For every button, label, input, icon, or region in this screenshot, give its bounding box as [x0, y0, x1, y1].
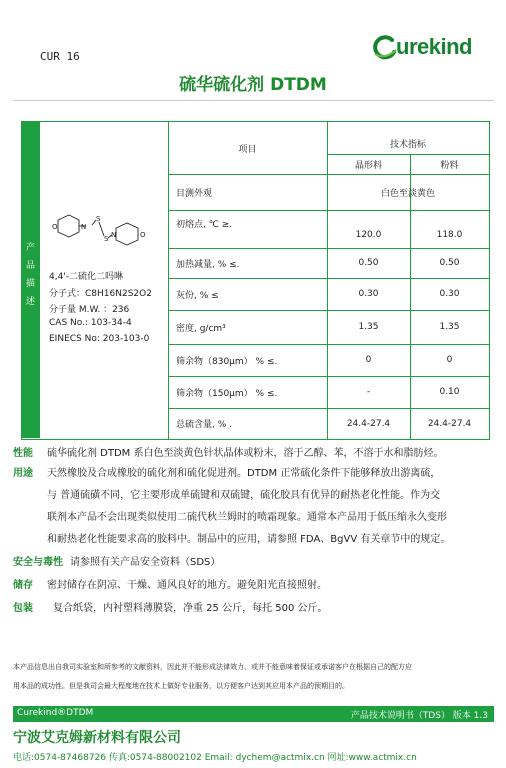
use-line: 和耐热老化性能要求高的胶料中。制品中的应用，请参照 FDA、BgVV 有关章节中的规定。	[47, 534, 451, 545]
product-name: 4,4'-二硫化二吗啉	[49, 272, 124, 282]
cell-sulfur-powder: 24.4-27.4	[427, 418, 472, 429]
dtdm-structure-diagram	[52, 212, 157, 257]
row-label-appearance: 目测外观	[176, 188, 213, 199]
row-label-ash: 灰份, % ≤	[176, 290, 219, 301]
cas-number: CAS No.: 103-34-4	[49, 318, 132, 328]
svg-text:N: N	[81, 223, 87, 231]
cell-sieve-830-powder: 0	[446, 355, 453, 365]
curekind-logo	[372, 34, 472, 60]
logo-text: urekind	[396, 34, 472, 59]
molecular-formula: 分子式：C8H16N2S2O2	[49, 289, 152, 299]
storage-label: 储存	[13, 580, 33, 591]
header-spec: 技术指标	[389, 139, 426, 150]
header-powder: 粉料	[440, 160, 459, 171]
cell-sieve-150-powder: 0.10	[439, 387, 460, 397]
sidebar-char: 描	[25, 279, 35, 289]
footer-doc-version: 产品技术说明书（TDS） 版本 1.3	[350, 711, 488, 721]
use-line: 天然橡胶及合成橡胶的硫化剂和硫化促进剂。DTDM 正常硫化条件下能够释放出游离硫，	[47, 468, 441, 479]
use-line: 联剂本产品不会出现类似使用二硫代秋兰姆时的喷霜现象。通常本产品用于低压缩永久变形	[47, 512, 447, 523]
props-text: 硫华硫化剂 DTDM 系白色至淡黄色针状晶体或粉末，溶于乙醇、苯，不溶于水和脂肪烃。	[47, 448, 444, 459]
pack-label: 包装	[13, 603, 33, 614]
footer-bar	[13, 706, 494, 722]
sidebar-char: 述	[25, 297, 35, 307]
product-description-sidebar	[21, 121, 40, 438]
footer-product: Curekind®DTDM	[17, 708, 94, 718]
disclaimer-line: 用本品的成功性。但是我司会最大程度地在技术上做好专业服务，以方便客户达到其应用本产品的预期目的。	[13, 682, 349, 690]
cell-ash-crystal: 0.30	[358, 289, 379, 299]
cell-loss-crystal: 0.50	[358, 258, 379, 268]
cell-loss-powder: 0.50	[439, 258, 460, 268]
page-title: 硫华硫化剂 DTDM	[179, 75, 327, 95]
cell-melting-powder: 118.0	[436, 230, 463, 240]
row-label-loss: 加热减量, % ≤.	[176, 259, 240, 270]
row-label-sieve-150: 筛余物（150μm） % ≤.	[176, 388, 278, 399]
row-label-density: 密度, g/cm³	[176, 323, 226, 334]
svg-text:N: N	[111, 231, 117, 239]
cell-sieve-830-crystal: 0	[365, 355, 372, 365]
document-code: CUR 16	[40, 50, 80, 63]
cell-ash-powder: 0.30	[439, 289, 460, 299]
svg-text:S: S	[104, 235, 109, 243]
logo-c-swoosh-icon	[372, 34, 398, 60]
disclaimer-line: 本产品信息出自我司实验室和所参考的文献资料，因此并不能形成法律效力，或并不能意味着保证或承诺客户在根据自己的配方应	[13, 663, 412, 671]
safety-text: 请参照有关产品安全资料（SDS）	[70, 557, 221, 568]
props-label: 性能	[13, 448, 33, 459]
molecular-weight: 分子量 M.W. ：236	[49, 305, 130, 315]
pack-text: 复合纸袋，内衬塑料薄膜袋，净重 25 公斤，每托 500 公斤。	[53, 603, 328, 614]
storage-text: 密封储存在阴凉、干燥、通风良好的地方。避免阳光直接照射。	[47, 580, 327, 591]
cell-density-powder: 1.35	[439, 322, 460, 332]
sidebar-char: 产	[25, 243, 35, 253]
header-divider	[13, 100, 494, 101]
cell-melting-crystal: 120.0	[355, 230, 382, 240]
use-line: 与 普通硫磺不同，它主要形成单硫键和双硫键，硫化胶具有优异的耐热老化性能。作为交	[47, 490, 441, 501]
header-item: 项目	[238, 144, 257, 155]
contact-info: 电话:0574-87468726 传真:0574-88002102 Email: dychem@actmix.cn 网址:www.actmix.cn	[13, 753, 417, 763]
svg-text:O: O	[52, 223, 58, 231]
svg-text:S: S	[96, 215, 101, 223]
safety-label: 安全与毒性	[13, 557, 63, 568]
company-name: 宁波艾克姆新材料有限公司	[13, 730, 181, 746]
sidebar-char: 品	[25, 261, 35, 271]
cell-appearance: 白色至淡黄色	[380, 188, 435, 199]
disclaimer-note	[13, 658, 498, 696]
einecs-number: EINECS No: 203-103-0	[49, 334, 150, 344]
cell-sieve-150-crystal: -	[366, 387, 371, 397]
row-label-sieve-830: 筛余物（830μm） % ≤.	[176, 356, 278, 367]
table-divider	[168, 210, 489, 211]
row-label-melting: 初熔点, ℃ ≥.	[176, 219, 233, 230]
svg-text:O: O	[140, 231, 146, 239]
cell-sulfur-crystal: 24.4-27.4	[346, 418, 391, 429]
header-crystal: 晶形料	[354, 160, 382, 171]
use-label: 用途	[13, 468, 33, 479]
cell-density-crystal: 1.35	[358, 322, 379, 332]
row-label-sulfur: 总硫含量, % .	[176, 420, 232, 430]
sidebar-label	[21, 239, 40, 311]
